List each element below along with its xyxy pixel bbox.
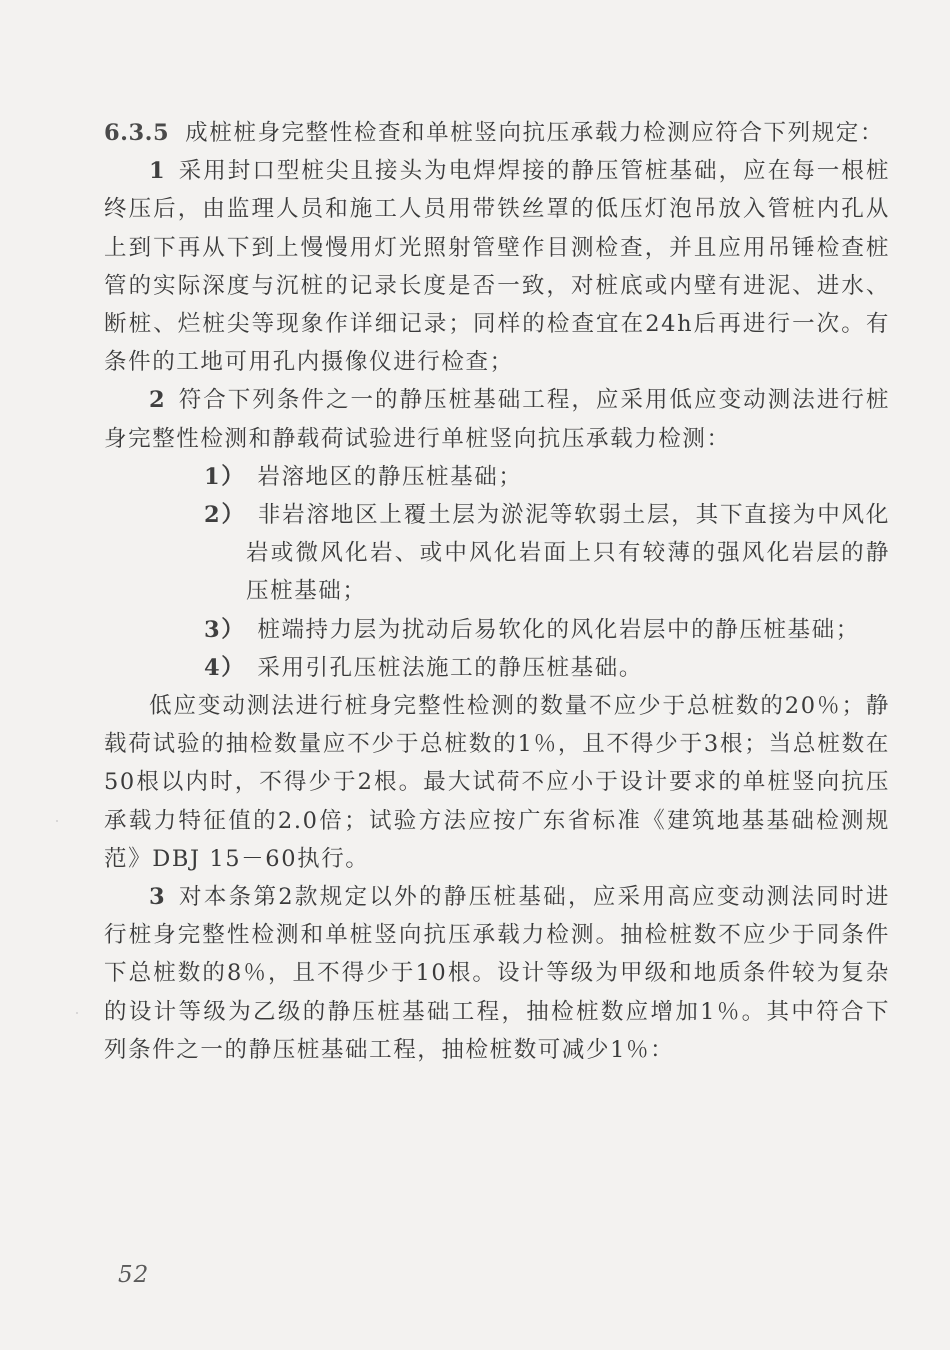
- clause-body: [104, 114, 890, 1069]
- sub-item-1: [104, 458, 890, 496]
- sub-item-3: [104, 611, 890, 649]
- clause-title: 成桩桩身完整性检查和单桩竖向抗压承载力检测应符合下列规定：: [185, 120, 885, 146]
- sub-item-4: [104, 649, 890, 687]
- sub-item-2-text: 非岩溶地区上覆土层为淤泥等软弱土层，其下直接为中风化岩或微风化岩、或中风化岩面上只有较薄的强风化岩层的静压桩基础；: [246, 502, 890, 605]
- item-3: [104, 878, 890, 1069]
- sub-item-1-text: 岩溶地区的静压桩基础；: [257, 463, 523, 490]
- clause-heading: [104, 114, 890, 152]
- sub-item-2: [104, 496, 890, 611]
- item-2-number: 2: [149, 387, 167, 414]
- sub-item-1-number: 1）: [204, 463, 246, 490]
- page-number: 52: [118, 1262, 150, 1288]
- item-2-follow-paragraph: 低应变动测法进行桩身完整性检测的数量不应少于总桩数的20％；静载荷试验的抽检数量应不少于总桩数的1％，且不得少于3根；当总桩数在50根以内时，不得少于2根。最大试荷不应小于设计要求的单桩竖向抗压承载力特征值的2.0倍；试验方法应按广东省标准《建筑地基基础检测规范》DBJ 15－60执行。: [104, 693, 890, 872]
- item-1: [104, 152, 890, 381]
- item-2: [104, 381, 890, 457]
- sub-item-3-number: 3）: [204, 616, 246, 643]
- item-1-text: 采用封口型桩尖且接头为电焊焊接的静压管桩基础，应在每一根桩终压后，由监理人员和施工人员用带铁丝罩的低压灯泡吊放入管桩内孔从上到下再从下到上慢慢用灯光照射管壁作目测检查，并且应用吊锤检查桩管的实际深度与沉桩的记录长度是否一致，对桩底或内壁有进泥、进水、断桩、烂桩尖等现象作详细记录；同样的检查宜在24h后再进行一次。有条件的工地可用孔内摄像仪进行检查；: [104, 158, 890, 376]
- sub-item-3-text: 桩端持力层为扰动后易软化的风化岩层中的静压桩基础；: [257, 616, 860, 643]
- sub-item-4-text: 采用引孔压桩法施工的静压桩基础。: [257, 654, 643, 681]
- sub-item-2-number: 2）: [204, 502, 246, 529]
- item-1-number: 1: [149, 158, 167, 185]
- sub-item-4-number: 4）: [204, 654, 246, 681]
- scan-speck: [76, 1012, 78, 1014]
- item-3-number: 3: [149, 884, 167, 911]
- item-3-text: 对本条第2款规定以外的静压桩基础，应采用高应变动测法同时进行桩身完整性检测和单桩竖向抗压承载力检测。抽检桩数不应少于同条件下总桩数的8％，且不得少于10根。设计等级为甲级和地质条件较为复杂的设计等级为乙级的静压桩基础工程，抽检桩数应增加1％。其中符合下列条件之一的静压桩基础工程，抽检桩数可减少1％：: [104, 884, 890, 1063]
- clause-number: 6.3.5: [104, 120, 170, 146]
- item-2-text: 符合下列条件之一的静压桩基础工程，应采用低应变动测法进行桩身完整性检测和静载荷试验进行单桩竖向抗压承载力检测：: [104, 387, 890, 452]
- scan-speck: [56, 820, 58, 822]
